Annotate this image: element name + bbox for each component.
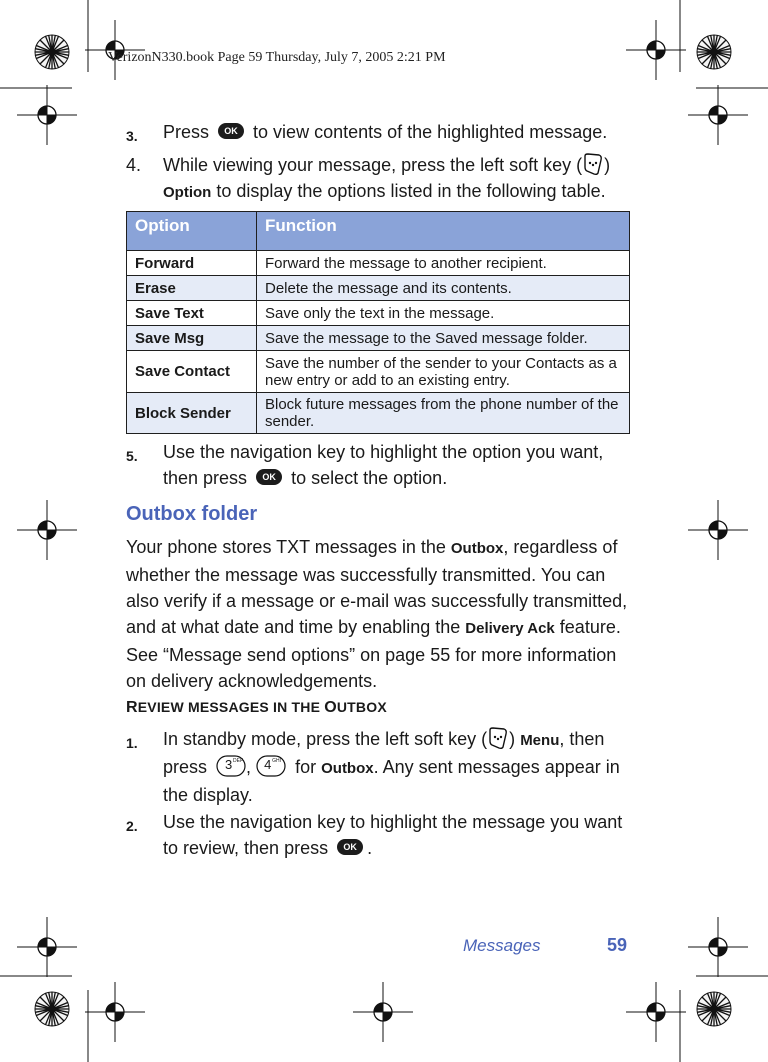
- table-row: [127, 326, 630, 351]
- option-name: Save Text: [127, 301, 257, 326]
- option-name: Forward: [127, 251, 257, 276]
- table-row: [127, 351, 630, 393]
- step-4: 4. While viewing your message, press the left soft key ( ) Option to display the options listed in the following table.: [126, 152, 636, 206]
- option-function: Save the number of the sender to your Contacts as a new entry or add to an existing entry.: [257, 351, 630, 393]
- key-3-def-icon: 3 DEF: [216, 755, 246, 777]
- outbox-ui-label: Outbox: [321, 760, 374, 777]
- step-number: 1.: [126, 735, 138, 751]
- column-header-option: Option: [127, 212, 257, 251]
- option-name: Save Msg: [127, 326, 257, 351]
- step-5: 5. Use the navigation key to highlight the option you want, then press OK to select the option.: [126, 442, 604, 488]
- step-number: 4.: [126, 155, 142, 175]
- key-4-ghi-icon: 4 GHI: [256, 755, 286, 777]
- step-number: 5.: [126, 448, 138, 464]
- option-name: Save Contact: [127, 351, 257, 393]
- option-softkey-label: Option: [163, 184, 212, 202]
- outbox-ui-label: Outbox: [450, 540, 504, 557]
- options-table: [126, 211, 630, 434]
- table-row: [127, 276, 630, 301]
- left-soft-key-icon: [487, 726, 509, 750]
- step-number: 3.: [126, 128, 138, 144]
- book-info-header: VerizonN330.book Page 59 Thursday, July 7, 2005 2:21 PM: [108, 50, 446, 65]
- footer-section-name: Messages: [463, 936, 541, 955]
- section-title-outbox-folder: Outbox folder: [126, 503, 258, 525]
- ok-key-icon: OK: [218, 123, 244, 139]
- ok-key-icon: OK: [256, 469, 282, 485]
- column-header-function: Function: [257, 212, 630, 251]
- left-soft-key-icon: [582, 152, 604, 176]
- table-row: [127, 301, 630, 326]
- option-function: Forward the message to another recipient.: [257, 251, 630, 276]
- option-function: Block future messages from the phone number of the sender.: [257, 393, 630, 434]
- option-name: Block Sender: [127, 393, 257, 434]
- subheading-review-messages: REVIEW MESSAGES IN THE OUTBOX: [126, 699, 387, 716]
- review-step-2: 2. Use the navigation key to highlight the message you want to review, then press OK .: [126, 812, 623, 858]
- table-header-row: [127, 212, 630, 251]
- option-function: Delete the message and its contents.: [257, 276, 630, 301]
- ok-key-icon: OK: [337, 839, 363, 855]
- option-name: Erase: [127, 276, 257, 301]
- outbox-paragraph: Your phone stores TXT messages in the Outbox, regardless of whether the message was successfully transmitted. You can also verify if a message or e-mail was successfully transmitted, and at what date and time by enabling the Delivery Ack feature. See “Message send options” on page 55 for more information on delivery acknowledgements.: [126, 537, 628, 691]
- step-3: 3. Press OK to view contents of the highlighted message.: [126, 119, 636, 145]
- step-number: 2.: [126, 818, 138, 834]
- page-number: 59: [607, 935, 628, 955]
- delivery-ack-ui-label: Delivery Ack: [465, 620, 555, 637]
- review-step-1: 1. In standby mode, press the left soft key ( ) Menu, then press 3 DEF , 4 GHI for Outbox. Any sent messages appear in the display.: [126, 726, 636, 808]
- menu-softkey-label: Menu: [520, 732, 560, 749]
- option-function: Save only the text in the message.: [257, 301, 630, 326]
- table-row: [127, 393, 630, 434]
- table-row: [127, 251, 630, 276]
- option-function: Save the message to the Saved message folder.: [257, 326, 630, 351]
